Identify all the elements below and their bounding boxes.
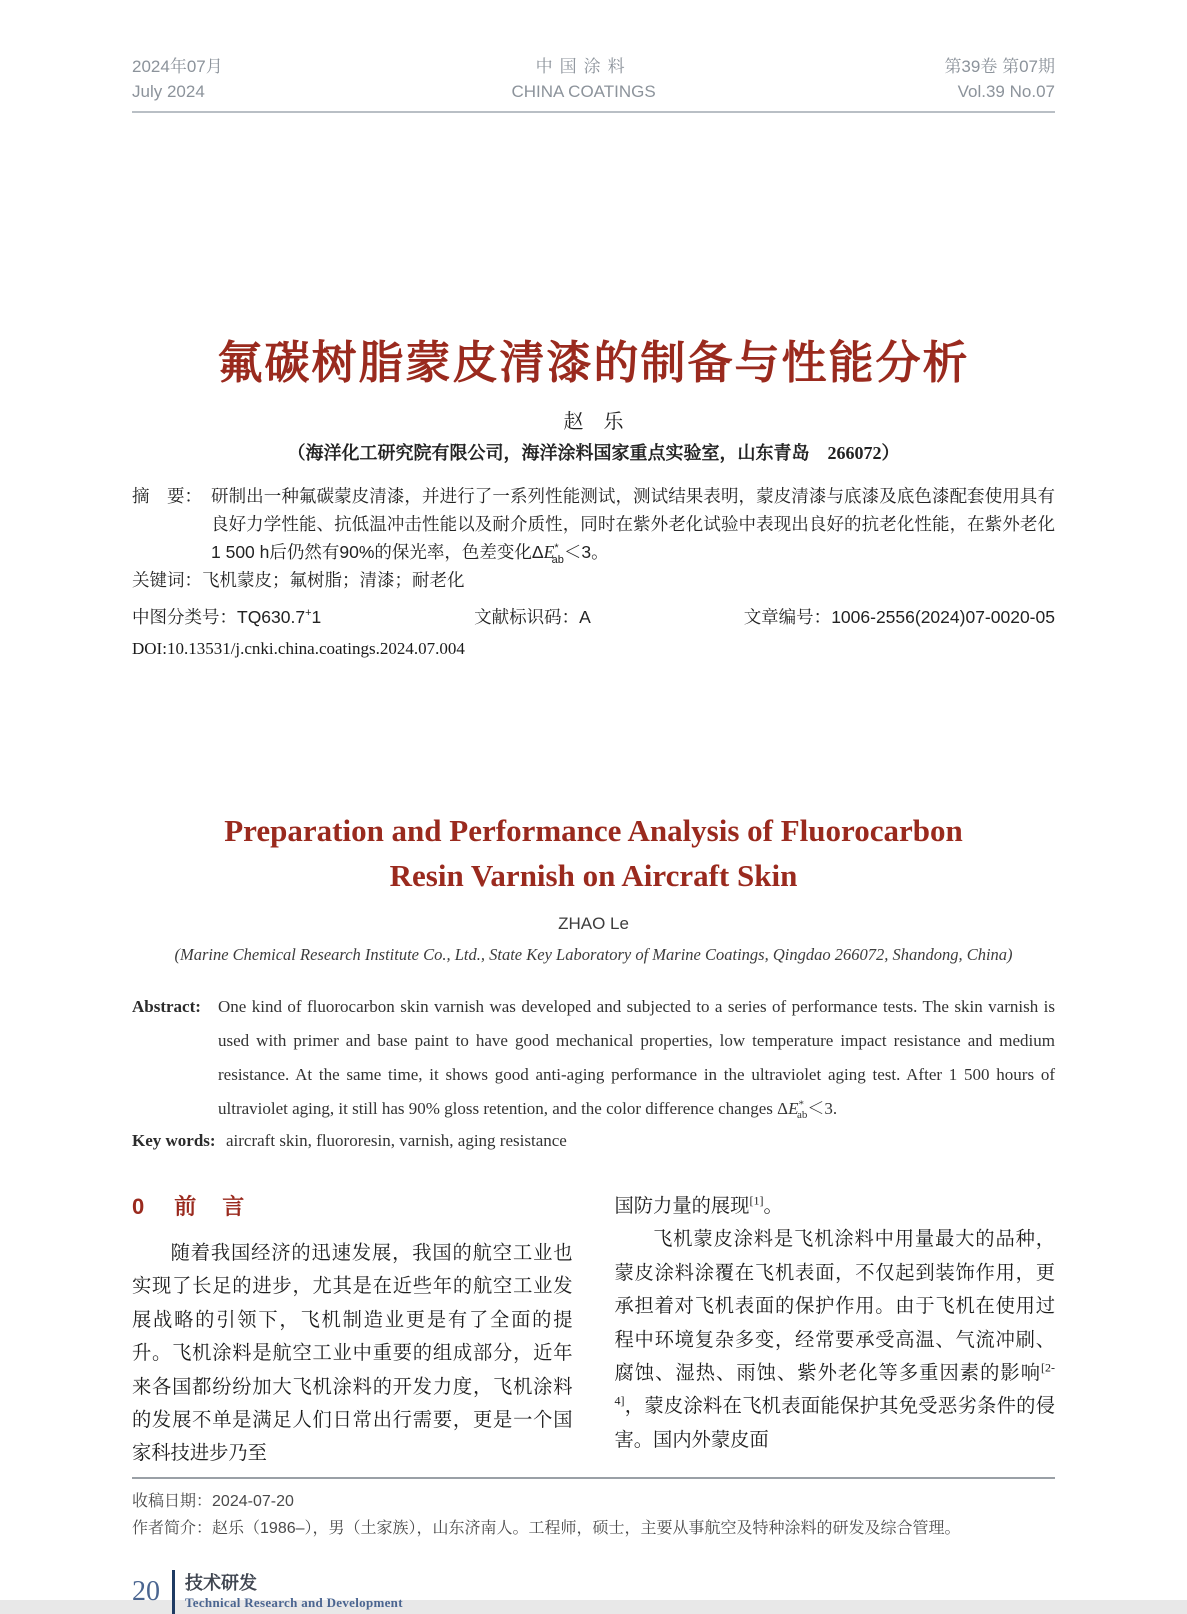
clc-tail: 1: [311, 607, 322, 627]
delta-e-symbol-en: E: [788, 1099, 799, 1118]
footer-divider-bar: [172, 1570, 175, 1614]
running-head: [132, 0, 1055, 113]
page-number: 20: [132, 1575, 160, 1607]
page-content: [132, 0, 1055, 1614]
clc-value: TQ630.7: [237, 607, 306, 627]
paragraph: [615, 1223, 1056, 1457]
date-zh: 2024年07月: [132, 57, 223, 76]
journal-name-zh: 中国涂料: [535, 57, 632, 76]
paragraph-text: ，蒙皮涂料在飞机表面能保护其免受恶劣条件的侵害。国内外蒙皮面: [614, 1396, 1055, 1451]
clc-label: 中图分类号：: [132, 607, 237, 627]
doi: DOI:10.13531/j.cnki.china.coatings.2024.07.004: [132, 639, 465, 658]
classification-row: [132, 604, 1055, 630]
author-bio-label: 作者简介：: [132, 1519, 213, 1537]
section-number: 0: [132, 1194, 145, 1219]
abstract-zh-part2: ＜3。: [563, 542, 609, 562]
delta-e-sup: *: [554, 542, 559, 555]
author-en: ZHAO Le: [558, 914, 629, 933]
abstract-zh: [132, 482, 1055, 566]
abstract-en-part2: ＜3.: [807, 1099, 838, 1118]
journal-name-en: CHINA COATINGS: [511, 82, 656, 101]
abstract-en-label: Abstract:: [132, 997, 201, 1016]
keywords-en-text: aircraft skin, fluororesin, varnish, aging resistance: [226, 1131, 567, 1150]
keywords-en-label: Key words:: [132, 1131, 216, 1150]
document-code-value: A: [579, 607, 591, 627]
issue-zh: 第39卷 第07期: [944, 57, 1055, 76]
document-code-label: 文献标识码：: [474, 607, 580, 627]
article-id-label: 文章编号：: [743, 607, 832, 627]
paragraph-text: 国防力量的展现: [614, 1196, 750, 1217]
keywords-zh-text: 飞机蒙皮；氟树脂；清漆；耐老化: [202, 570, 465, 590]
article-title-en-line2: Resin Varnish on Aircraft Skin: [389, 858, 798, 893]
citation-ref: [2-4]: [614, 1360, 1055, 1409]
paragraph-text: 。: [763, 1196, 783, 1217]
delta-e-sup-en: *: [798, 1098, 804, 1111]
abstract-zh-part1: 研制出一种氟碳蒙皮清漆，并进行了一系列性能测试，测试结果表明，蒙皮清漆与底漆及底色漆配套使用具有良好力学性能、抗低温冲击性能以及耐介质性，同时在紫外老化试验中表现出良好的抗老化性能，在紫外老化1 500 h后仍然有90%的保光率，色差变化Δ: [211, 486, 1055, 562]
section-heading: [132, 1190, 573, 1224]
date-en: July 2024: [132, 82, 205, 101]
author-zh: 赵 乐: [563, 411, 624, 433]
running-head-issue: [944, 54, 1055, 104]
footer-section-zh: 技术研发: [185, 1572, 257, 1593]
article-title-en: [132, 808, 1055, 898]
body-column-left: [132, 1190, 573, 1471]
page-footer: [132, 1570, 1055, 1614]
clc-number: [132, 604, 321, 630]
clc-sup: +: [305, 607, 312, 620]
received-date-label: 收稿日期：: [132, 1492, 213, 1510]
abstract-en: [132, 990, 1055, 1126]
article-title-en-line1: Preparation and Performance Analysis of Fluorocarbon: [224, 813, 963, 848]
received-date-value: 2024-07-20: [212, 1492, 294, 1510]
article-title-zh: 氟碳树脂蒙皮清漆的制备与性能分析: [217, 337, 970, 388]
keywords-zh-label: 关键词：: [132, 570, 202, 590]
body-column-right: [615, 1190, 1056, 1471]
abstract-zh-label: 摘 要：: [132, 486, 202, 506]
delta-e-symbol: E: [543, 542, 555, 562]
article-id-value: 1006-2556(2024)07-0020-05: [831, 607, 1055, 627]
received-date: [132, 1488, 1055, 1515]
keywords-en: [132, 1126, 1055, 1156]
document-code: [474, 604, 591, 630]
citation-ref: [1]: [749, 1193, 764, 1208]
author-bio-value: 赵乐（1986–），男（土家族），山东济南人。工程师，硕士，主要从事航空及特种涂料的研发及综合管理。: [212, 1519, 961, 1537]
abstract-en-text: [218, 990, 1055, 1126]
running-head-date: [132, 54, 223, 104]
body-columns: [132, 1190, 1055, 1471]
abstract-zh-text: [211, 482, 1055, 566]
running-head-journal: [511, 54, 655, 104]
issue-en: Vol.39 No.07: [957, 82, 1055, 101]
section-title: 前 言: [174, 1194, 247, 1219]
article-id: [744, 604, 1055, 630]
delta-e-sub-en: ab: [796, 1109, 808, 1122]
abstract-en-part1: One kind of fluorocarbon skin varnish was developed and subjected to a series of performance tests. The skin varnish is used with primer and base paint to have good mechanical properties, low temperature impact resistance and medium resistance. At the same time, it shows good anti-aging performance in the ultraviolet aging test. After 1 500 hours of ultraviolet aging, it still has 90% gloss retention, and the color difference changes Δ: [218, 997, 1055, 1118]
affiliation-en: (Marine Chemical Research Institute Co., Ltd., State Key Laboratory of Marine Coatings, Qingdao 266072, Shandong, China): [174, 945, 1013, 964]
paragraph: 随着我国经济的迅速发展，我国的航空工业也实现了长足的进步，尤其是在近些年的航空工业发展战略的引领下，飞机制造业更是有了全面的提升。飞机涂料是航空工业中重要的组成部分，近年来各国都纷纷加大飞机涂料的开发力度，飞机涂料的发展不单是满足人们日常出行需要，更是一个国家科技进步乃至: [132, 1243, 573, 1465]
footnotes: [132, 1477, 1055, 1542]
author-bio: [132, 1515, 1055, 1542]
affiliation-zh: （海洋化工研究院有限公司，海洋涂料国家重点实验室，山东青岛 266072）: [287, 443, 900, 463]
keywords-zh: [132, 566, 1055, 594]
paragraph: [615, 1190, 1056, 1223]
delta-e-sub: ab: [551, 553, 564, 566]
footer-section: [185, 1572, 403, 1612]
footer-section-en: Technical Research and Development: [185, 1594, 403, 1610]
paragraph-text: 飞机蒙皮涂料是飞机涂料中用量最大的品种，蒙皮涂料涂覆在飞机表面，不仅起到装饰作用，更承担着对飞机表面的保护作用。由于飞机在使用过程中环境复杂多变，经常要承受高温、气流冲刷、腐蚀、湿热、雨蚀、紫外老化等多重因素的影响: [614, 1229, 1055, 1385]
